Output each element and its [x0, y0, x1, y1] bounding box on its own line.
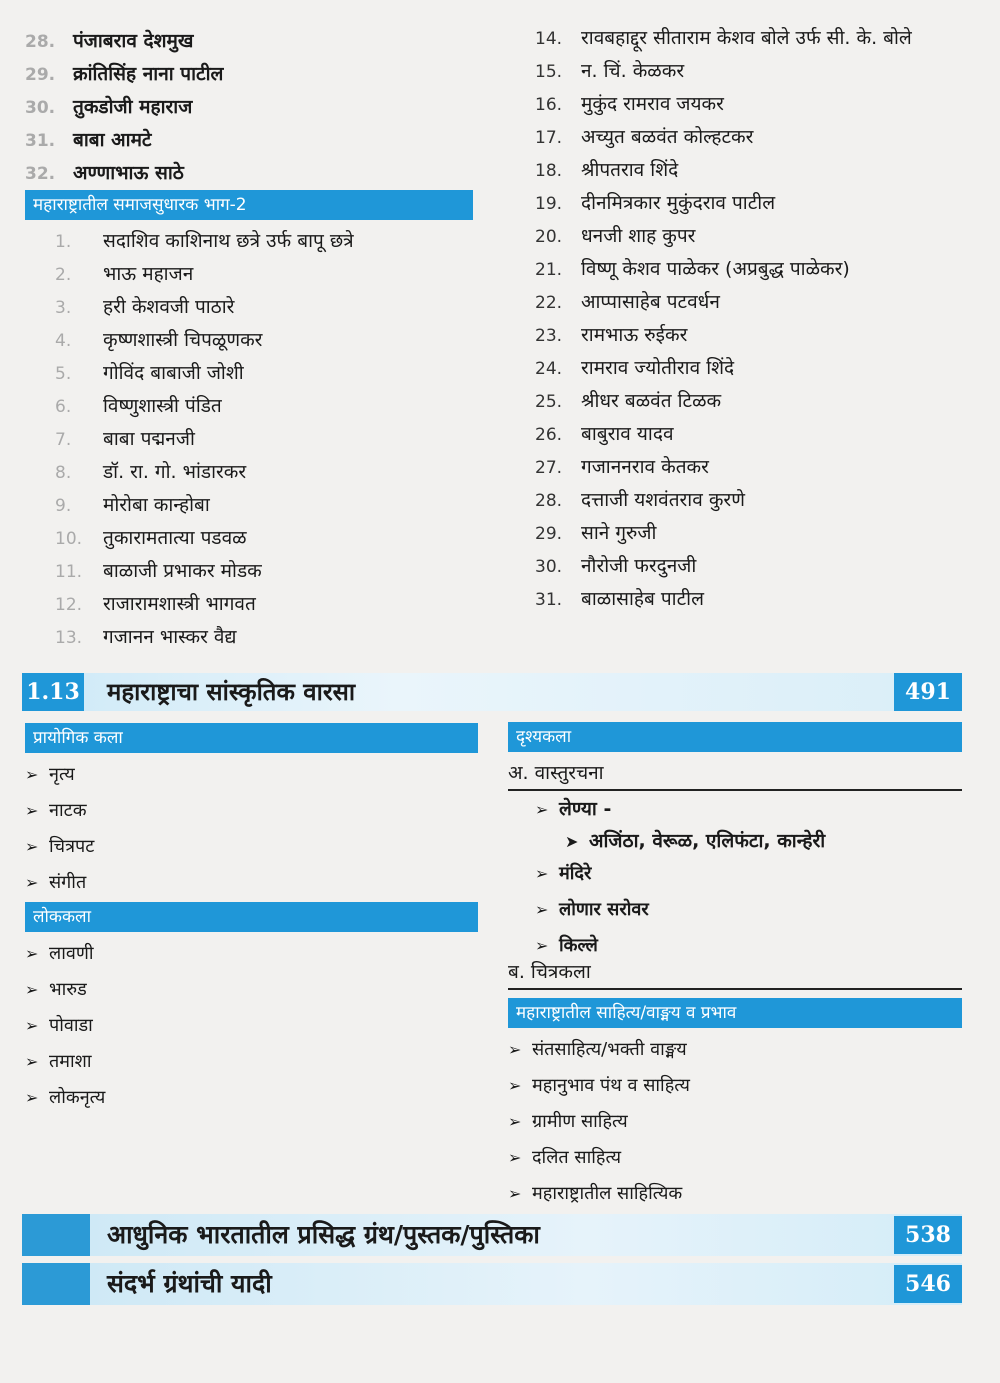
arrow-icon: ➢ [25, 873, 39, 892]
item-text: अच्युत बळवंत कोल्हटकर [581, 126, 754, 148]
sandarbh-band [22, 1263, 962, 1305]
bullet-item [25, 1008, 465, 1044]
bullet-item [508, 1140, 948, 1176]
item-number: 1. [55, 232, 72, 252]
granth-page-number: 538 [894, 1216, 962, 1254]
item-text: रावबहाद्दूर सीताराम केशव बोले उर्फ सी. के. बोले [581, 27, 912, 49]
list-item [25, 58, 495, 91]
bullet-text: तमाशा [49, 1051, 92, 1072]
item-text: श्रीधर बळवंत टिळक [581, 390, 722, 412]
bullet-item [508, 1104, 948, 1140]
item-number: 15. [535, 62, 563, 82]
list-item [55, 324, 485, 357]
list-item [55, 390, 485, 423]
list-item [535, 154, 975, 187]
arrow-icon: ➢ [535, 900, 549, 919]
bullet-item [25, 972, 465, 1008]
item-text: तुकडोजी महाराज [73, 96, 193, 118]
item-text: डॉ. रा. गो. भांडारकर [103, 461, 247, 483]
bullet-item [25, 1044, 465, 1080]
item-text: मुकुंद रामराव जयकर [581, 93, 724, 115]
item-number: 19. [535, 194, 563, 214]
list-item [55, 621, 485, 654]
item-text: दत्ताजी यशवंतराव कुरणे [581, 489, 745, 511]
bullet-text: नृत्य [49, 764, 75, 785]
item-number: 16. [535, 95, 563, 115]
item-text: भाऊ महाजन [103, 263, 194, 285]
arrow-icon: ➢ [25, 980, 39, 999]
bullet-text: लोकनृत्य [49, 1087, 106, 1108]
list-item [25, 124, 495, 157]
item-number: 32. [25, 164, 56, 184]
arrow-icon: ➢ [508, 1076, 522, 1095]
item-text: बाळाजी प्रभाकर मोडक [103, 560, 262, 582]
list-item [25, 157, 495, 190]
arrow-icon: ➢ [508, 1184, 522, 1203]
item-number: 4. [55, 331, 72, 351]
item-number: 28. [535, 491, 563, 511]
item-number: 3. [55, 298, 72, 318]
item-number: 6. [55, 397, 72, 417]
bullet-text: भारुड [49, 979, 87, 1000]
bullet-text: नाटक [49, 800, 87, 821]
sahitya-header: महाराष्ट्रातील साहित्य/वाङ्मय व प्रभाव [508, 998, 962, 1028]
bullet-item [508, 1176, 948, 1212]
list-item [55, 357, 485, 390]
drishya-list [535, 856, 935, 964]
list-item [535, 583, 975, 616]
list-item [535, 88, 975, 121]
list-item [535, 385, 975, 418]
item-text: तुकारामतात्या पडवळ [103, 527, 247, 549]
right-list [535, 22, 975, 616]
bullet-item [508, 1032, 948, 1068]
section-number: 1.13 [22, 673, 84, 711]
item-number: 5. [55, 364, 72, 384]
list-item [25, 25, 495, 58]
item-number: 31. [25, 131, 56, 151]
bullet-item [25, 1080, 465, 1116]
item-number: 7. [55, 430, 72, 450]
item-number: 8. [55, 463, 72, 483]
list-item [55, 423, 485, 456]
arrow-icon: ➢ [508, 1040, 522, 1059]
bullet-item [25, 936, 465, 972]
item-number: 20. [535, 227, 563, 247]
bullet-text: चित्रपट [49, 836, 95, 857]
item-number: 22. [535, 293, 563, 313]
lenya-label: लेण्या - [559, 798, 612, 820]
bullet-text: किल्ले [559, 935, 598, 956]
item-text: बाबा पद्मनजी [103, 428, 195, 450]
item-number: 14. [535, 29, 563, 49]
bullet-text: मंदिरे [559, 863, 592, 884]
list-item [55, 555, 485, 588]
list-item [535, 286, 975, 319]
chitrakala-label: ब. चित्रकला [508, 956, 962, 990]
item-text: गजाननराव केतकर [581, 456, 709, 478]
list-item [535, 319, 975, 352]
item-text: दीनमित्रकार मुकुंदराव पाटील [581, 192, 776, 214]
part2-header: महाराष्ट्रातील समाजसुधारक भाग-2 [25, 190, 473, 220]
list-item [25, 91, 495, 124]
item-text: श्रीपतराव शिंदे [581, 159, 679, 181]
item-number: 24. [535, 359, 563, 379]
item-number: 29. [535, 524, 563, 544]
bullet-text: लोणार सरोवर [559, 899, 649, 920]
item-number: 13. [55, 628, 83, 648]
item-text: विष्णू केशव पाळेकर (अप्रबुद्ध पाळेकर) [581, 258, 850, 280]
item-text: राजारामशास्त्री भागवत [103, 593, 256, 615]
item-text: गोविंद बाबाजी जोशी [103, 362, 244, 384]
arrow-icon: ➢ [535, 864, 549, 883]
item-text: रामराव ज्योतीराव शिंदे [581, 357, 735, 379]
item-number: 27. [535, 458, 563, 478]
section-title: महाराष्ट्राचा सांस्कृतिक वारसा [107, 678, 356, 706]
item-text: मोरोबा कान्होबा [103, 494, 210, 516]
item-number: 2. [55, 265, 72, 285]
granth-band [22, 1214, 962, 1256]
list-item [535, 253, 975, 286]
item-number: 26. [535, 425, 563, 445]
item-number: 9. [55, 496, 72, 516]
caves-label: अजिंठा, वेरूळ, एलिफंटा, कान्हेरी [589, 830, 826, 852]
item-text: न. चिं. केळकर [581, 60, 685, 82]
list-item [535, 484, 975, 517]
prayogik-list [25, 757, 465, 901]
item-text: नौरोजी फरदुनजी [581, 555, 697, 577]
item-text: कृष्णशास्त्री चिपळूणकर [103, 329, 263, 351]
list-item [55, 489, 485, 522]
bullet-text: दलित साहित्य [532, 1147, 622, 1168]
list-item [55, 522, 485, 555]
item-text: बाळासाहेब पाटील [581, 588, 704, 610]
bullet-text: संतसाहित्य/भक्ती वाङ्मय [532, 1039, 687, 1060]
arrow-icon: ➢ [25, 944, 39, 963]
bullet-text: ग्रामीण साहित्य [532, 1111, 628, 1132]
arrow-icon: ➢ [25, 1016, 39, 1035]
item-text: पंजाबराव देशमुख [73, 30, 194, 52]
bullet-text: संगीत [49, 872, 87, 893]
lenya-item [535, 791, 611, 827]
top-list [25, 25, 495, 190]
item-number: 17. [535, 128, 563, 148]
section-page-number: 491 [894, 673, 962, 711]
list-item [535, 22, 975, 55]
item-text: धनजी शाह कुपर [581, 225, 696, 247]
prayogik-header: प्रायोगिक कला [25, 723, 478, 753]
list-item [55, 225, 485, 258]
item-number: 12. [55, 595, 83, 615]
arrow-icon: ➢ [25, 1052, 39, 1071]
vastu-label: अ. वास्तुरचना [508, 757, 962, 791]
list-item [55, 588, 485, 621]
arrow-icon: ➢ [535, 800, 549, 819]
bullet-item [535, 892, 935, 928]
drishyakala-header: दृश्यकला [508, 722, 962, 752]
arrow-icon: ➢ [535, 936, 549, 955]
bullet-item [535, 856, 935, 892]
item-text: बाबुराव यादव [581, 423, 674, 445]
list-item [55, 456, 485, 489]
list-item [535, 418, 975, 451]
arrow-icon: ➢ [25, 801, 39, 820]
item-text: आप्पासाहेब पटवर्धन [581, 291, 720, 313]
part2-list [55, 225, 485, 654]
item-text: साने गुरुजी [581, 522, 657, 544]
item-number: 10. [55, 529, 83, 549]
bullet-item [25, 757, 465, 793]
item-number: 31. [535, 590, 563, 610]
list-item [535, 121, 975, 154]
arrow-icon: ➤ [565, 832, 579, 851]
bullet-text: महानुभाव पंथ व साहित्य [532, 1075, 690, 1096]
lokkala-header: लोककला [25, 902, 478, 932]
item-number: 18. [535, 161, 563, 181]
list-item [535, 517, 975, 550]
bullet-text: लावणी [49, 943, 94, 964]
list-item [55, 291, 485, 324]
bullet-text: पोवाडा [49, 1015, 93, 1036]
sandarbh-title: संदर्भ ग्रंथांची यादी [107, 1269, 272, 1298]
list-item [55, 258, 485, 291]
item-number: 11. [55, 562, 83, 582]
item-number: 28. [25, 32, 56, 52]
arrow-icon: ➢ [508, 1112, 522, 1131]
item-text: अण्णाभाऊ साठे [73, 162, 184, 184]
sandarbh-page-number: 546 [894, 1265, 962, 1303]
item-text: हरी केशवजी पाठारे [103, 296, 235, 318]
granth-title: आधुनिक भारतातील प्रसिद्ध ग्रंथ/पुस्तक/पुस्तिका [107, 1220, 540, 1249]
list-item [535, 187, 975, 220]
arrow-icon: ➢ [25, 1088, 39, 1107]
item-text: सदाशिव काशिनाथ छत्रे उर्फ बापू छत्रे [103, 230, 354, 252]
item-number: 21. [535, 260, 563, 280]
list-item [535, 451, 975, 484]
item-number: 25. [535, 392, 563, 412]
item-number: 29. [25, 65, 56, 85]
bullet-item [25, 829, 465, 865]
list-item [535, 352, 975, 385]
item-text: बाबा आमटे [73, 129, 152, 151]
arrow-icon: ➢ [25, 765, 39, 784]
list-item [535, 550, 975, 583]
item-number: 23. [535, 326, 563, 346]
item-number: 30. [535, 557, 563, 577]
list-item [535, 220, 975, 253]
sahitya-list [508, 1032, 948, 1212]
section-header [22, 673, 962, 711]
item-text: रामभाऊ रुईकर [581, 324, 688, 346]
bullet-item [25, 865, 465, 901]
arrow-icon: ➢ [508, 1148, 522, 1167]
caves-item [565, 823, 825, 859]
item-text: गजानन भास्कर वैद्य [103, 626, 237, 648]
item-text: क्रांतिसिंह नाना पाटील [73, 63, 224, 85]
bullet-text: महाराष्ट्रातील साहित्यिक [532, 1183, 683, 1204]
list-item [535, 55, 975, 88]
lokkala-list [25, 936, 465, 1116]
bullet-item [25, 793, 465, 829]
item-text: विष्णुशास्त्री पंडित [103, 395, 222, 417]
item-number: 30. [25, 98, 56, 118]
bullet-item [508, 1068, 948, 1104]
arrow-icon: ➢ [25, 837, 39, 856]
